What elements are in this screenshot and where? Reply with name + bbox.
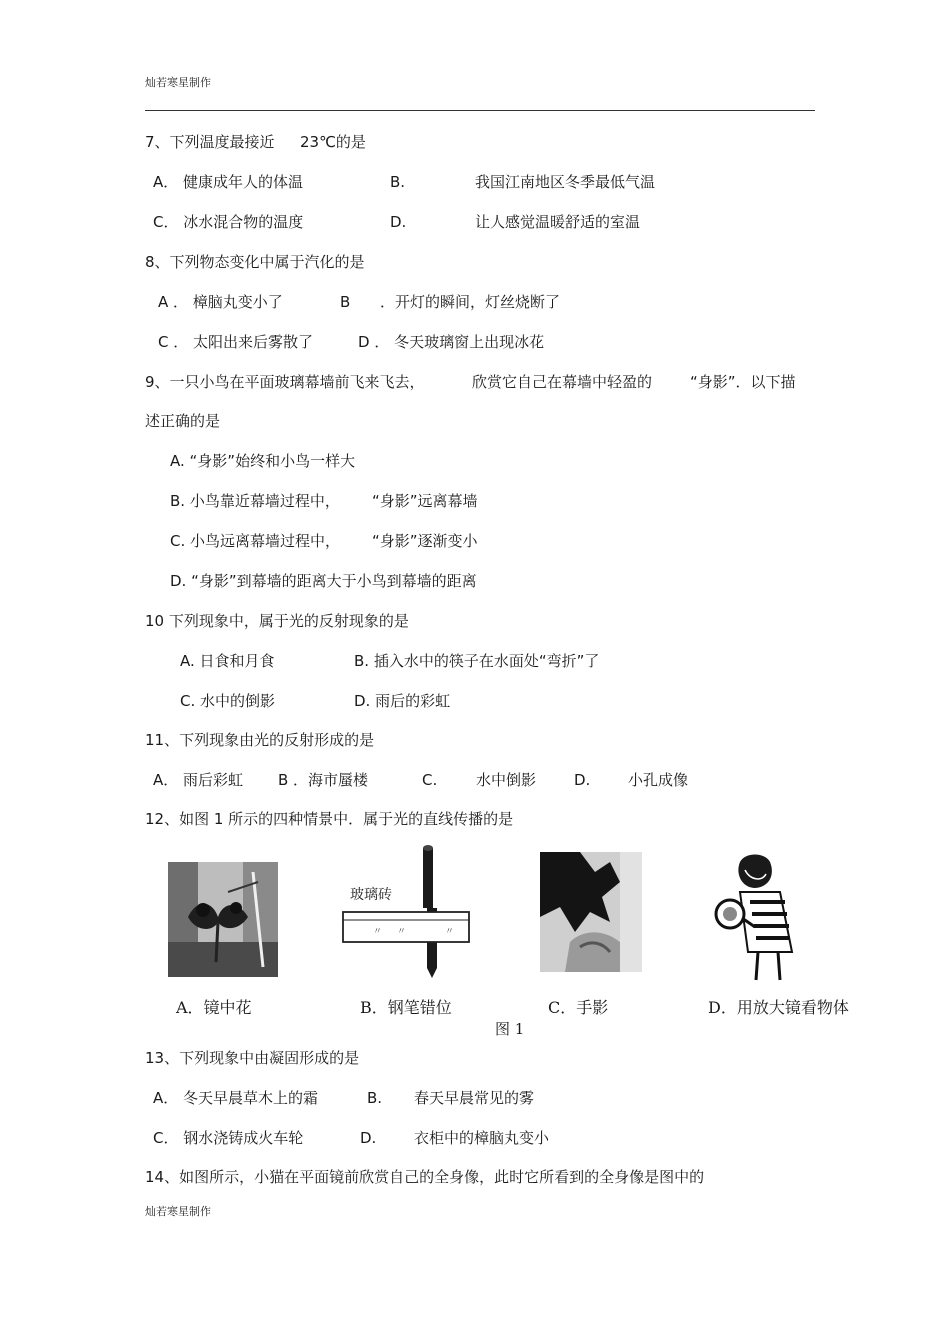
q9-option-b-part2: “身影”远离幕墙	[372, 492, 478, 510]
q8-option-a: A ． 樟脑丸变小了	[158, 293, 283, 311]
q9-stem-part4: 述正确的是	[145, 412, 221, 430]
glass-brick-label: 玻璃砖	[350, 887, 392, 903]
caption-a: A．镜中花	[176, 998, 252, 1017]
q9-stem-part3: “身影”．以下描	[690, 373, 796, 391]
page-header: 灿若寒星制作	[145, 76, 211, 89]
q7-stem: 7、下列温度最接近	[145, 133, 275, 151]
q8-option-c: C ． 太阳出来后雾散了	[158, 333, 314, 351]
svg-text:〃: 〃	[397, 927, 407, 937]
q13-option-c: C． 钢水浇铸成火车轮	[153, 1129, 304, 1147]
caption-d: D．用放大镜看物体	[708, 998, 849, 1017]
q9-option-b-part1: B. 小鸟靠近幕墙过程中，	[170, 492, 340, 510]
q11-stem: 11、下列现象由光的反射形成的是	[145, 731, 375, 749]
q10-option-a: A. 日食和月食	[180, 652, 275, 670]
photo-hand-shadow	[540, 852, 642, 972]
q10-stem: 10 下列现象中，属于光的反射现象的是	[145, 612, 409, 630]
q7-option-b-letter: B.	[390, 173, 406, 191]
q7-option-d-letter: D.	[390, 213, 407, 231]
q7-option-d: 让人感觉温暖舒适的室温	[475, 213, 641, 231]
q11-option-a: A． 雨后彩虹	[153, 771, 244, 789]
q9-option-c-part2: “身影”逐渐变小	[372, 532, 478, 550]
q13-option-a: A． 冬天早晨草木上的霜	[153, 1089, 319, 1107]
q9-option-a: A. “身影”始终和小鸟一样大	[170, 452, 356, 470]
q13-option-b: 春天早晨常见的雾	[414, 1089, 535, 1107]
q13-option-d-letter: D.	[360, 1129, 377, 1147]
q10-option-b: B. 插入水中的筷子在水面处“弯折”了	[354, 652, 600, 670]
q8-option-b-letter: B	[340, 293, 351, 311]
q14-stem: 14、如图所示，小猫在平面镜前欣赏自己的全身像，此时它所看到的全身像是图中的	[145, 1168, 705, 1186]
diagram-pen-glass-brick	[335, 840, 475, 980]
q7-option-b: 我国江南地区冬季最低气温	[475, 173, 656, 191]
q10-option-d: D. 雨后的彩虹	[354, 692, 451, 710]
q9-option-d: D. “身影”到幕墙的距离大于小鸟到幕墙的距离	[170, 572, 477, 590]
q9-stem-part2: 欣赏它自己在幕墙中轻盈的	[472, 373, 653, 391]
photo-mirror-flower	[168, 862, 278, 977]
svg-text:〃: 〃	[373, 927, 383, 937]
q7-option-c: C． 冰水混合物的温度	[153, 213, 304, 231]
q11-option-d: 小孔成像	[628, 771, 689, 789]
q11-option-c: 水中倒影	[476, 771, 537, 789]
q12-stem: 12、如图 1 所示的四种情景中．属于光的直线传播的是	[145, 810, 514, 828]
q11-option-b: B ．海市蜃楼	[278, 771, 369, 789]
q7-value: 23℃的是	[300, 133, 366, 151]
caption-b: B．钢笔错位	[360, 998, 452, 1017]
q8-stem: 8、下列物态变化中属于汽化的是	[145, 253, 365, 271]
q8-option-b: ．开灯的瞬间，灯丝烧断了	[380, 293, 561, 311]
q13-option-b-letter: B.	[367, 1089, 383, 1107]
q13-option-d: 衣柜中的樟脑丸变小	[414, 1129, 550, 1147]
q8-option-d: D ． 冬天玻璃窗上出现冰花	[358, 333, 545, 351]
drawing-boy-magnifier	[700, 852, 830, 984]
q9-stem-part1: 9、一只小鸟在平面玻璃幕墙前飞来飞去，	[145, 373, 425, 391]
page-footer: 灿若寒星制作	[145, 1205, 211, 1218]
caption-c: C．手影	[548, 998, 609, 1017]
q10-option-c: C. 水中的倒影	[180, 692, 276, 710]
header-rule	[145, 110, 815, 111]
figure-caption: 图 1	[495, 1020, 525, 1038]
q11-option-d-letter: D.	[574, 771, 591, 789]
q7-option-a: A． 健康成年人的体温	[153, 173, 304, 191]
q11-option-c-letter: C.	[422, 771, 438, 789]
q13-stem: 13、下列现象中由凝固形成的是	[145, 1049, 360, 1067]
svg-text:〃: 〃	[445, 927, 455, 937]
q9-option-c-part1: C. 小鸟远离幕墙过程中，	[170, 532, 341, 550]
